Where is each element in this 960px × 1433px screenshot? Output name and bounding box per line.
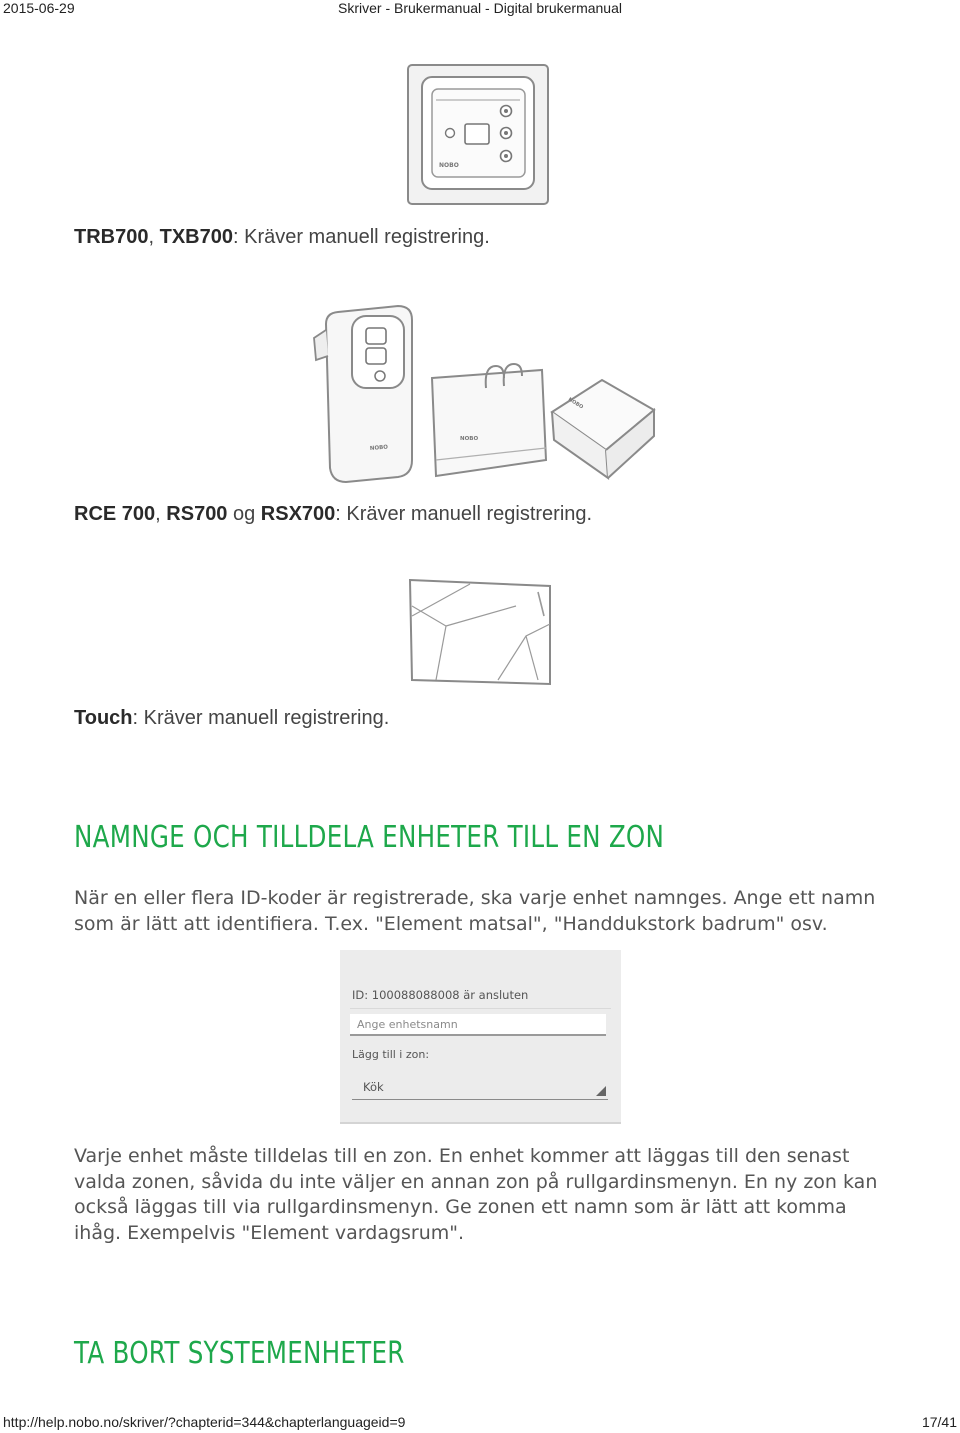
header-date: 2015-06-29: [3, 0, 75, 16]
section-heading-remove: TA BORT SYSTEMENHETER: [74, 1336, 405, 1371]
caption-trb-text: : Kräver manuell registrering.: [232, 226, 490, 248]
device-name-input[interactable]: [350, 1014, 606, 1036]
form-id-status: ID: 100088088008 är ansluten: [352, 988, 529, 1002]
form-divider: [350, 1008, 611, 1009]
caption-touch-text: : Kräver manuell registrering.: [132, 707, 390, 729]
section-heading-assign: NAMNGE OCH TILLDELA ENHETER TILL EN ZON: [74, 820, 665, 855]
caption-trb: [74, 226, 490, 249]
caption-rce-model2: RS700: [166, 503, 228, 525]
dropdown-arrow-icon: [596, 1086, 606, 1096]
device-name-form-screenshot: [340, 950, 621, 1124]
paragraph-naming: När en eller flera ID-koder är registrerade, ska varje enhet namnges. Ange ett namn som är lätt att identifiera. T.ex. "Element matsal", "Handdukstork badrum" osv.: [74, 887, 876, 935]
footer-page-number: 17/41: [921, 1414, 957, 1430]
caption-rce-sep1: ,: [155, 503, 167, 525]
caption-rce-model1: RCE 700: [74, 503, 156, 525]
plug-logo: NOBO: [369, 444, 389, 452]
thermostat-logo: NOBO: [439, 162, 459, 169]
touch-panel-image: [406, 576, 554, 688]
header-title: Skriver - Brukermanual - Digital brukermanual: [338, 0, 622, 16]
caption-rce: [74, 503, 592, 526]
caption-rce-sep2: og: [227, 503, 261, 525]
zone-select-value: Kök: [363, 1080, 384, 1094]
din-receiver-logo: NOBO: [566, 396, 585, 411]
footer-url: http://help.nobo.no/skriver/?chapterid=344&chapterlanguageid=9: [3, 1414, 406, 1430]
zone-label: Lägg till i zon:: [352, 1048, 430, 1061]
caption-trb-model2: TXB700: [159, 226, 233, 248]
paragraph-zone: Varje enhet måste tilldelas till en zon. En enhet kommer att läggas till den senast valda zonen, såvida du inte väljer en annan zon på rullgardinsmenyn. En ny zon kan också läggas till via rullgardinsmenyn. Ge zonen ett namn som är lätt att komma ihåg. Exempelvis "Element vardagsrum".: [74, 1145, 878, 1244]
wall-receiver-logo: NOBO: [460, 436, 479, 442]
thermostat-image: [406, 63, 550, 206]
caption-touch-model: Touch: [74, 707, 133, 729]
caption-trb-sep: ,: [148, 226, 160, 248]
caption-rce-model3: RSX700: [260, 503, 336, 525]
zone-select[interactable]: [352, 1076, 608, 1100]
receivers-image: [308, 300, 658, 485]
caption-rce-text: : Kräver manuell registrering.: [335, 503, 593, 525]
caption-trb-model1: TRB700: [74, 226, 149, 248]
caption-touch: [74, 707, 389, 730]
